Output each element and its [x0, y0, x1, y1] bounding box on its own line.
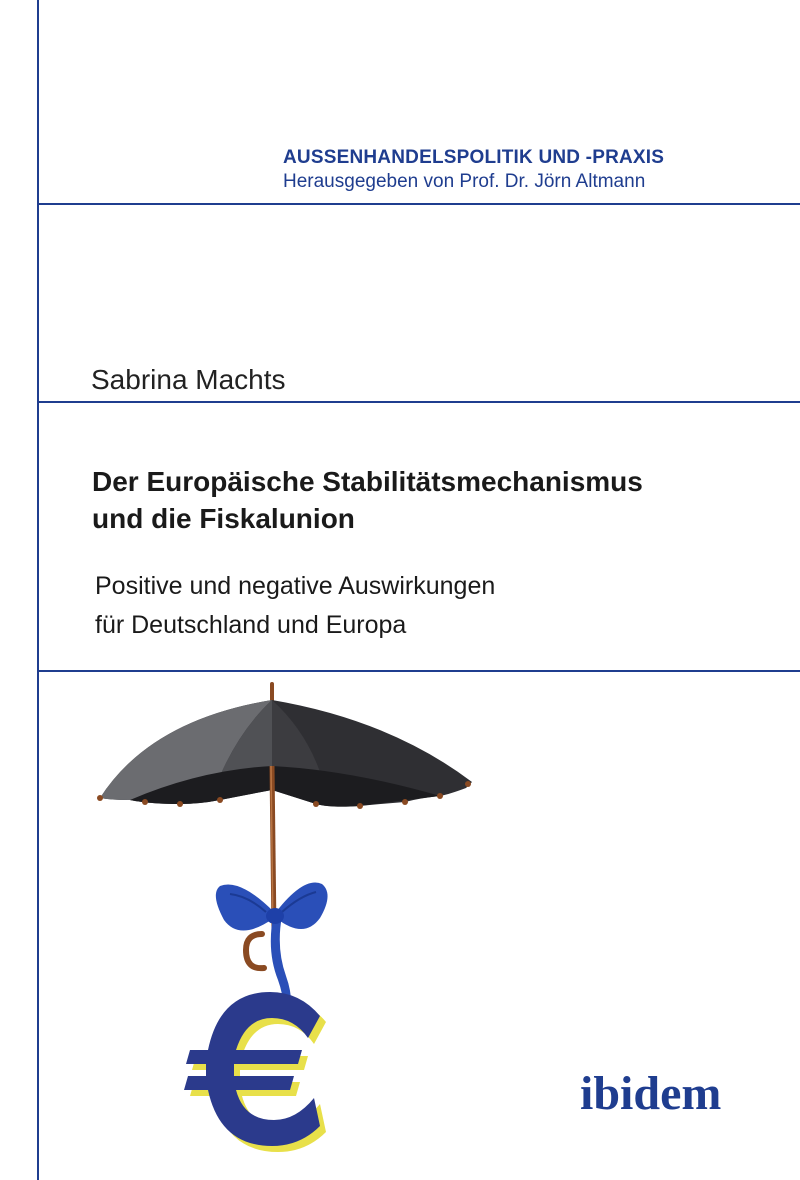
- umbrella-icon: [90, 680, 490, 1160]
- left-border-line: [37, 0, 39, 1180]
- title-line-1: Der Europäische Stabilitätsmechanismus: [92, 466, 643, 497]
- book-title: [92, 463, 643, 537]
- book-subtitle: [95, 567, 495, 645]
- series-editor: Herausgegeben von Prof. Dr. Jörn Altmann: [283, 171, 646, 192]
- cover-illustration: [90, 680, 490, 1165]
- divider-title: [37, 670, 800, 672]
- author-name: Sabrina Machts: [91, 364, 286, 395]
- subtitle-line-1: Positive und negative Auswirkungen: [95, 572, 496, 600]
- divider-top: [37, 203, 800, 205]
- series-block: [283, 146, 664, 195]
- publisher-logo: ibidem: [580, 1067, 722, 1120]
- divider-author: [37, 401, 800, 403]
- series-name: AUSSENHANDELSPOLITIK UND -PRAXIS: [283, 147, 665, 168]
- title-line-2: und die Fiskalunion: [92, 503, 355, 534]
- subtitle-line-2: für Deutschland und Europa: [95, 611, 407, 639]
